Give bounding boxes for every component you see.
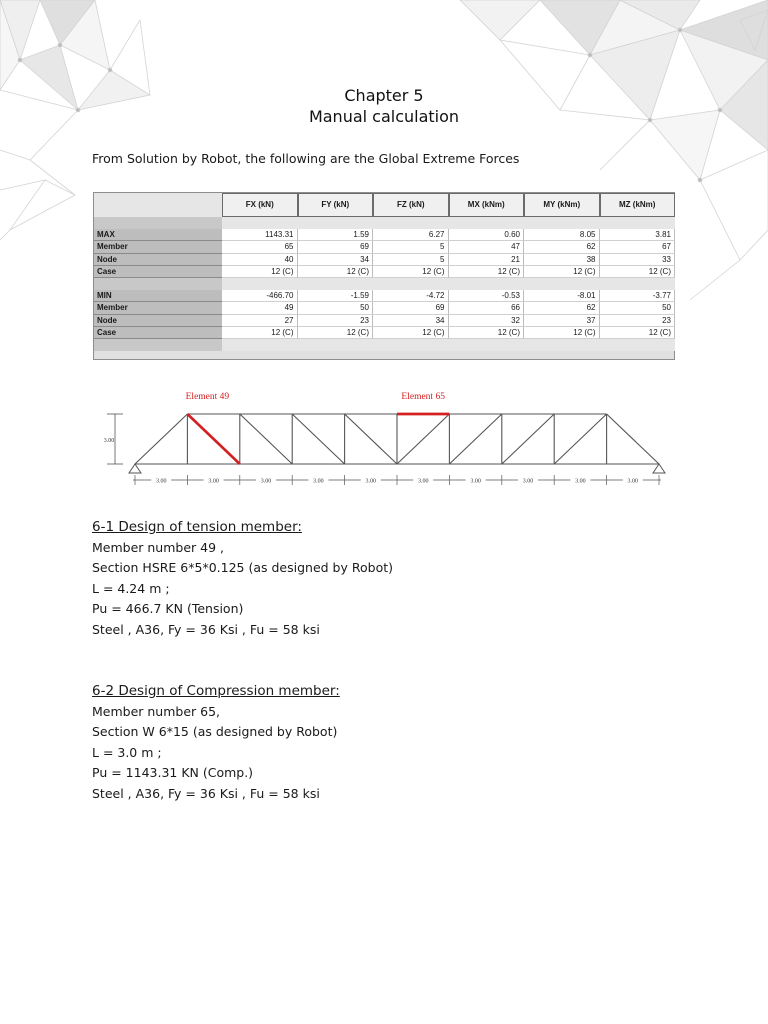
diagonal-member xyxy=(554,414,606,464)
span-dimension-label: 3.00 xyxy=(313,478,324,485)
table-spacer xyxy=(600,278,676,290)
table-cell: 12 (C) xyxy=(222,327,298,339)
table-spacer xyxy=(94,339,222,351)
page-subtitle: Manual calculation xyxy=(308,107,460,126)
column-header: FZ (kN) xyxy=(373,193,449,217)
truss-diagram xyxy=(93,384,675,496)
global-extreme-forces-table xyxy=(93,192,675,360)
table-cell: 65 xyxy=(222,241,298,253)
table-cell: 12 (C) xyxy=(222,266,298,278)
table-cell: 8.05 xyxy=(524,229,600,241)
compression-member-section xyxy=(92,681,340,804)
left-support-icon xyxy=(129,464,141,473)
table-cell: -4.72 xyxy=(373,290,449,302)
diagonal-member xyxy=(397,414,449,464)
table-cell: 40 xyxy=(222,254,298,266)
table-cell: -0.53 xyxy=(449,290,525,302)
span-dimension-label: 3.00 xyxy=(627,478,639,485)
table-spacer xyxy=(298,217,374,229)
span-dimension-label: 3.00 xyxy=(417,478,429,485)
table-cell: 27 xyxy=(222,315,298,327)
element-65-label: Element 65 xyxy=(401,392,445,402)
table-cell: 69 xyxy=(298,241,374,253)
table-cell: 23 xyxy=(600,315,676,327)
table-spacer xyxy=(94,278,222,290)
table-cell: 5 xyxy=(373,241,449,253)
table-cell: 50 xyxy=(600,302,676,314)
compression-line: Pu = 1143.31 KN (Comp.) xyxy=(92,765,254,780)
table-cell: 38 xyxy=(524,254,600,266)
table-cell: 37 xyxy=(524,315,600,327)
table-cell: 0.60 xyxy=(449,229,525,241)
tension-line: L = 4.24 m ; xyxy=(92,580,170,596)
table-spacer xyxy=(222,339,298,351)
table-spacer xyxy=(298,339,374,351)
row-label: Member xyxy=(94,241,222,253)
table-cell: 12 (C) xyxy=(373,327,449,339)
table-cell: 12 (C) xyxy=(524,327,600,339)
column-header: MY (kNm) xyxy=(524,193,600,217)
span-dimension-label: 3.00 xyxy=(155,478,167,485)
tension-section-heading: 6-1 Design of tension member: xyxy=(92,519,302,535)
row-label: Node xyxy=(94,254,222,266)
compression-line: Member number 65, xyxy=(92,703,221,719)
intro-paragraph: From Solution by Robot, the following are the Global Extreme Forces xyxy=(92,151,520,166)
table-cell: 49 xyxy=(222,302,298,314)
span-dimension-label: 3.00 xyxy=(260,478,272,485)
table-spacer xyxy=(524,217,600,229)
compression-line: L = 3.0 m ; xyxy=(92,744,162,760)
table-cell: 23 xyxy=(298,315,374,327)
table-cell: -1.59 xyxy=(298,290,374,302)
table-cell: -8.01 xyxy=(524,290,600,302)
diagonal-member xyxy=(502,414,554,464)
table-corner xyxy=(94,193,222,217)
span-dimension-label: 3.00 xyxy=(208,478,219,485)
tension-member-section xyxy=(92,517,393,640)
table-cell: 21 xyxy=(449,254,525,266)
column-header: MX (kNm) xyxy=(449,193,525,217)
table-spacer xyxy=(373,339,449,351)
table-cell: 33 xyxy=(600,254,676,266)
table-cell: 62 xyxy=(524,241,600,253)
tension-line: Section HSRE 6*5*0.125 (as designed by Robot) xyxy=(92,560,393,575)
table-spacer xyxy=(373,217,449,229)
table-spacer xyxy=(373,278,449,290)
table-cell: 12 (C) xyxy=(298,327,374,339)
table-spacer xyxy=(222,278,298,290)
table-cell: -3.77 xyxy=(600,290,676,302)
table-cell: 3.81 xyxy=(600,229,676,241)
table-cell: 67 xyxy=(600,241,676,253)
span-dimension-label: 3.00 xyxy=(575,478,586,485)
table-cell: -466.70 xyxy=(222,290,298,302)
tension-line: Steel , A36, Fy = 36 Ksi , Fu = 58 ksi xyxy=(92,621,320,637)
table-spacer xyxy=(524,278,600,290)
tension-line: Member number 49 , xyxy=(92,539,225,555)
table-cell: 69 xyxy=(373,302,449,314)
diagonal-member xyxy=(345,414,397,464)
height-dimension-label: 3.00 xyxy=(103,438,115,444)
row-label: MAX xyxy=(94,229,222,241)
table-cell: 12 (C) xyxy=(600,266,676,278)
table-cell: 12 (C) xyxy=(449,327,525,339)
row-label: Case xyxy=(94,266,222,278)
table-spacer xyxy=(94,217,222,229)
table-spacer xyxy=(524,339,600,351)
row-label: Node xyxy=(94,315,222,327)
compression-line: Section W 6*15 (as designed by Robot) xyxy=(92,724,338,739)
diagonal-member xyxy=(449,414,501,464)
table-spacer xyxy=(600,339,676,351)
row-label: Case xyxy=(94,327,222,339)
table-cell: 47 xyxy=(449,241,525,253)
column-header: MZ (kNm) xyxy=(600,193,676,217)
table-cell: 34 xyxy=(373,315,449,327)
end-diagonal xyxy=(135,414,187,464)
table-spacer xyxy=(298,278,374,290)
chapter-heading: Chapter 5 xyxy=(344,86,424,105)
table-cell: 12 (C) xyxy=(524,266,600,278)
diagonal-member xyxy=(292,414,344,464)
table-cell: 12 (C) xyxy=(373,266,449,278)
row-label: Member xyxy=(94,302,222,314)
end-diagonal xyxy=(607,414,659,464)
span-dimension-label: 3.00 xyxy=(522,478,534,485)
table-cell: 1.59 xyxy=(298,229,374,241)
table-spacer xyxy=(449,339,525,351)
table-cell: 66 xyxy=(449,302,525,314)
table-cell: 6.27 xyxy=(373,229,449,241)
table-cell: 62 xyxy=(524,302,600,314)
table-cell: 12 (C) xyxy=(298,266,374,278)
right-support-icon xyxy=(653,464,665,473)
table-cell: 5 xyxy=(373,254,449,266)
diagonal-member xyxy=(240,414,292,464)
element-49-label: Element 49 xyxy=(185,392,230,402)
table-spacer xyxy=(600,217,676,229)
table-spacer xyxy=(449,217,525,229)
table-cell: 12 (C) xyxy=(600,327,676,339)
element-49-member xyxy=(187,414,239,464)
table-cell: 1143.31 xyxy=(222,229,298,241)
table-cell: 32 xyxy=(449,315,525,327)
span-dimension-label: 3.00 xyxy=(365,478,377,485)
table-cell: 50 xyxy=(298,302,374,314)
column-header: FX (kN) xyxy=(222,193,298,217)
column-header: FY (kN) xyxy=(298,193,374,217)
table-cell: 12 (C) xyxy=(449,266,525,278)
tension-line: Pu = 466.7 KN (Tension) xyxy=(92,601,244,616)
table-spacer xyxy=(222,217,298,229)
span-dimension-label: 3.00 xyxy=(470,478,481,485)
compression-line: Steel , A36, Fy = 36 Ksi , Fu = 58 ksi xyxy=(92,785,320,801)
table-cell: 34 xyxy=(298,254,374,266)
table-spacer xyxy=(449,278,525,290)
row-label: MIN xyxy=(94,290,222,302)
compression-section-heading: 6-2 Design of Compression member: xyxy=(92,683,340,699)
